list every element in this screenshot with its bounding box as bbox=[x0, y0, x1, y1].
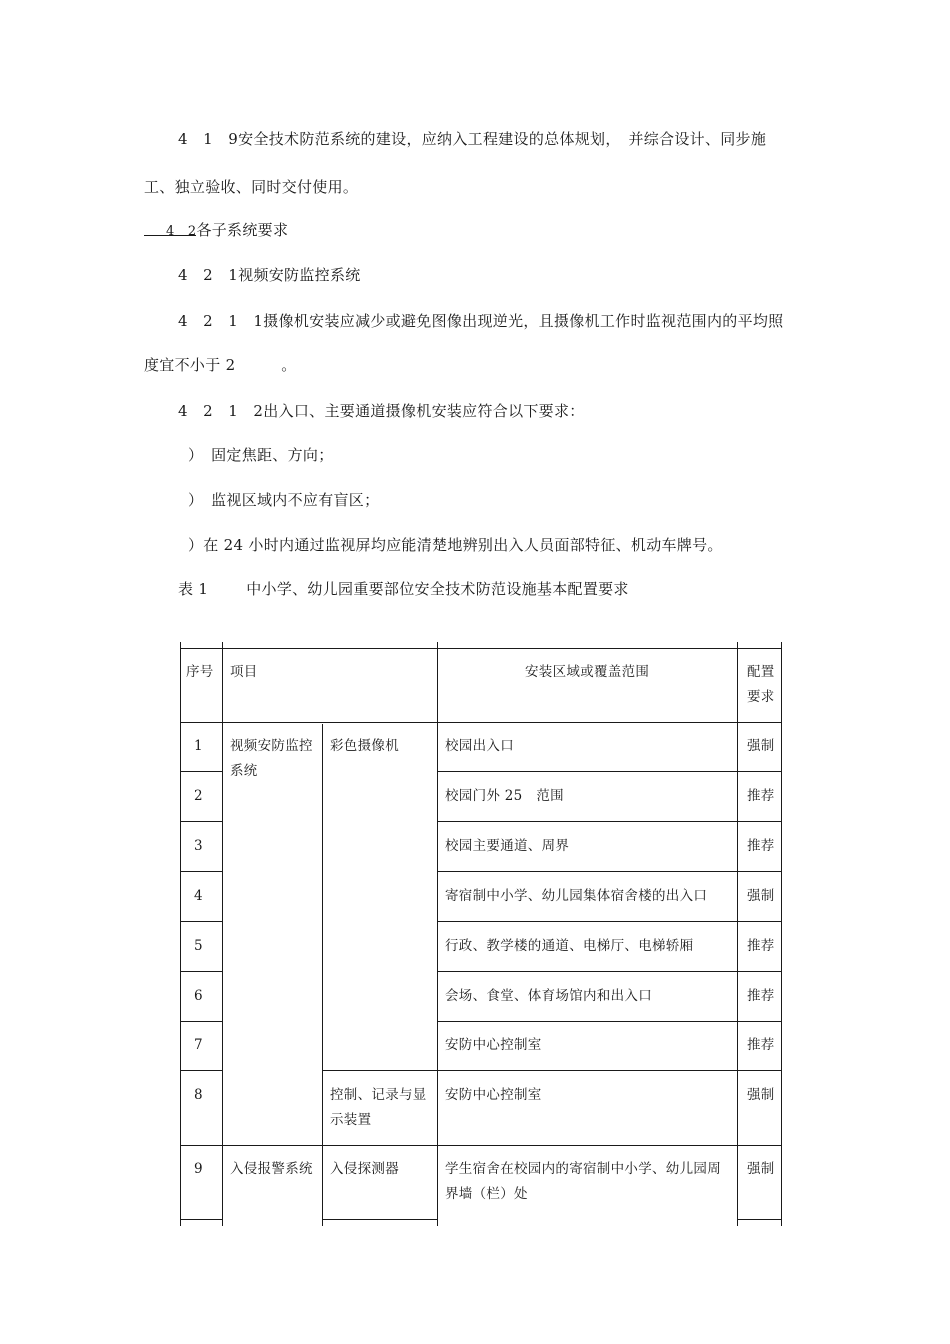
table-rule bbox=[437, 921, 781, 922]
row-1-device: 彩色摄像机 bbox=[330, 738, 399, 754]
row-8-area: 安防中心控制室 bbox=[445, 1087, 542, 1103]
row-4-seq: 4 bbox=[194, 888, 203, 904]
row-8-req: 强制 bbox=[747, 1087, 775, 1103]
list-item-1: ） 固定焦距、方向； bbox=[188, 446, 334, 464]
row-9-seq: 9 bbox=[194, 1161, 203, 1177]
table-caption-text: 中小学、幼儿园重要部位安全技术防范设施基本配置要求 bbox=[246, 580, 629, 598]
list-item-3: ）在 24 小时内通过监视屏均应能清楚地辨别出入人员面部特征、机动车牌号。 bbox=[188, 536, 723, 554]
row-9-req: 强制 bbox=[747, 1161, 775, 1177]
row-9-area-line1: 学生宿舍在校园内的寄宿制中小学、幼儿园周 bbox=[445, 1161, 721, 1177]
table-rule bbox=[180, 642, 181, 1226]
table-rule bbox=[437, 871, 781, 872]
row-5-area: 行政、教学楼的通道、电梯厅、电梯轿厢 bbox=[445, 938, 694, 954]
table-rule bbox=[180, 722, 781, 723]
row-4-area: 寄宿制中小学、幼儿园集体宿舍楼的出入口 bbox=[445, 888, 708, 904]
row-3-seq: 3 bbox=[194, 838, 203, 854]
row-8-device-line2: 示装置 bbox=[330, 1112, 372, 1128]
table-rule bbox=[180, 821, 222, 822]
row-4-req: 强制 bbox=[747, 888, 775, 904]
heading-text: 视频安防监控系统 bbox=[238, 266, 361, 284]
section-number: 4 2 1 1 bbox=[178, 312, 264, 330]
table-rule bbox=[180, 648, 781, 649]
row-6-area: 会场、食堂、体育场馆内和出入口 bbox=[445, 988, 652, 1004]
header-area: 安装区域或覆盖范围 bbox=[525, 664, 650, 680]
table-rule bbox=[437, 1021, 781, 1022]
row-2-area: 校园门外 25 范围 bbox=[445, 788, 564, 804]
table-rule bbox=[437, 771, 781, 772]
row-8-seq: 8 bbox=[194, 1087, 203, 1103]
heading-text: 各子系统要求 bbox=[196, 221, 289, 239]
row-1-system-line2: 系统 bbox=[230, 763, 258, 779]
row-7-req: 推荐 bbox=[747, 1037, 775, 1053]
section-number: 4 2 1 2 bbox=[178, 402, 264, 420]
row-2-seq: 2 bbox=[194, 788, 203, 804]
row-7-area: 安防中心控制室 bbox=[445, 1037, 542, 1053]
row-3-area: 校园主要通道、周界 bbox=[445, 838, 570, 854]
table-rule bbox=[180, 1219, 222, 1220]
header-req-line1: 配置 bbox=[747, 664, 775, 680]
row-2-req: 推荐 bbox=[747, 788, 775, 804]
para-4-2-1-2 bbox=[178, 400, 585, 421]
row-9-area-line2: 界墙（栏）处 bbox=[445, 1186, 528, 1202]
paragraph-text: 安全技术防范系统的建设，应纳入工程建设的总体规划， 并综合设计、同步施 bbox=[238, 130, 767, 148]
table-rule bbox=[180, 1070, 222, 1071]
header-req-line2: 要求 bbox=[747, 689, 775, 705]
table-rule bbox=[737, 642, 738, 1226]
row-1-req: 强制 bbox=[747, 738, 775, 754]
header-seq: 序号 bbox=[186, 664, 214, 680]
table-rule bbox=[180, 1145, 781, 1146]
table-rule bbox=[322, 1219, 437, 1220]
heading-4-2-1 bbox=[178, 264, 361, 285]
para-4-1-9-continuation: 工、独立验收、同时交付使用。 bbox=[144, 178, 359, 196]
row-5-seq: 5 bbox=[194, 938, 203, 954]
table-rule bbox=[781, 642, 782, 1226]
table-caption-label: 表 1 bbox=[178, 580, 209, 598]
row-1-area: 校园出入口 bbox=[445, 738, 514, 754]
row-6-seq: 6 bbox=[194, 988, 203, 1004]
row-3-req: 推荐 bbox=[747, 838, 775, 854]
section-number: 4 2 1 bbox=[178, 266, 239, 284]
table-rule bbox=[322, 1070, 781, 1071]
para-4-2-1-1-continuation: 度宜不小于 2 。 bbox=[144, 356, 297, 374]
paragraph-text: 摄像机安装应减少或避免图像出现逆光，且摄像机工作时监视范围内的平均照 bbox=[263, 312, 784, 330]
table-rule bbox=[180, 771, 222, 772]
row-8-device-line1: 控制、记录与显 bbox=[330, 1087, 427, 1103]
table-rule bbox=[222, 642, 223, 1226]
row-1-seq: 1 bbox=[194, 738, 203, 754]
table-rule bbox=[180, 921, 222, 922]
table-rule bbox=[322, 724, 323, 1226]
table-rule bbox=[180, 971, 222, 972]
section-number: 4 2 bbox=[166, 224, 197, 239]
heading-4-2 bbox=[166, 219, 288, 240]
row-9-device: 入侵探测器 bbox=[330, 1161, 399, 1177]
row-7-seq: 7 bbox=[194, 1037, 203, 1053]
para-4-1-9 bbox=[178, 128, 766, 149]
row-5-req: 推荐 bbox=[747, 938, 775, 954]
table-rule bbox=[180, 871, 222, 872]
paragraph-text: 出入口、主要通道摄像机安装应符合以下要求： bbox=[263, 402, 585, 420]
table-rule bbox=[437, 642, 438, 1226]
header-item: 项目 bbox=[230, 664, 258, 680]
table-rule bbox=[437, 971, 781, 972]
table-rule bbox=[437, 821, 781, 822]
row-9-system: 入侵报警系统 bbox=[230, 1161, 313, 1177]
row-1-system-line1: 视频安防监控 bbox=[230, 738, 313, 754]
para-4-2-1-1 bbox=[178, 310, 784, 331]
row-6-req: 推荐 bbox=[747, 988, 775, 1004]
table-caption bbox=[178, 578, 629, 599]
table-rule bbox=[737, 1219, 781, 1220]
list-item-2: ） 监视区域内不应有盲区； bbox=[188, 491, 380, 509]
table-rule bbox=[180, 1021, 222, 1022]
section-number: 4 1 9 bbox=[178, 130, 239, 148]
